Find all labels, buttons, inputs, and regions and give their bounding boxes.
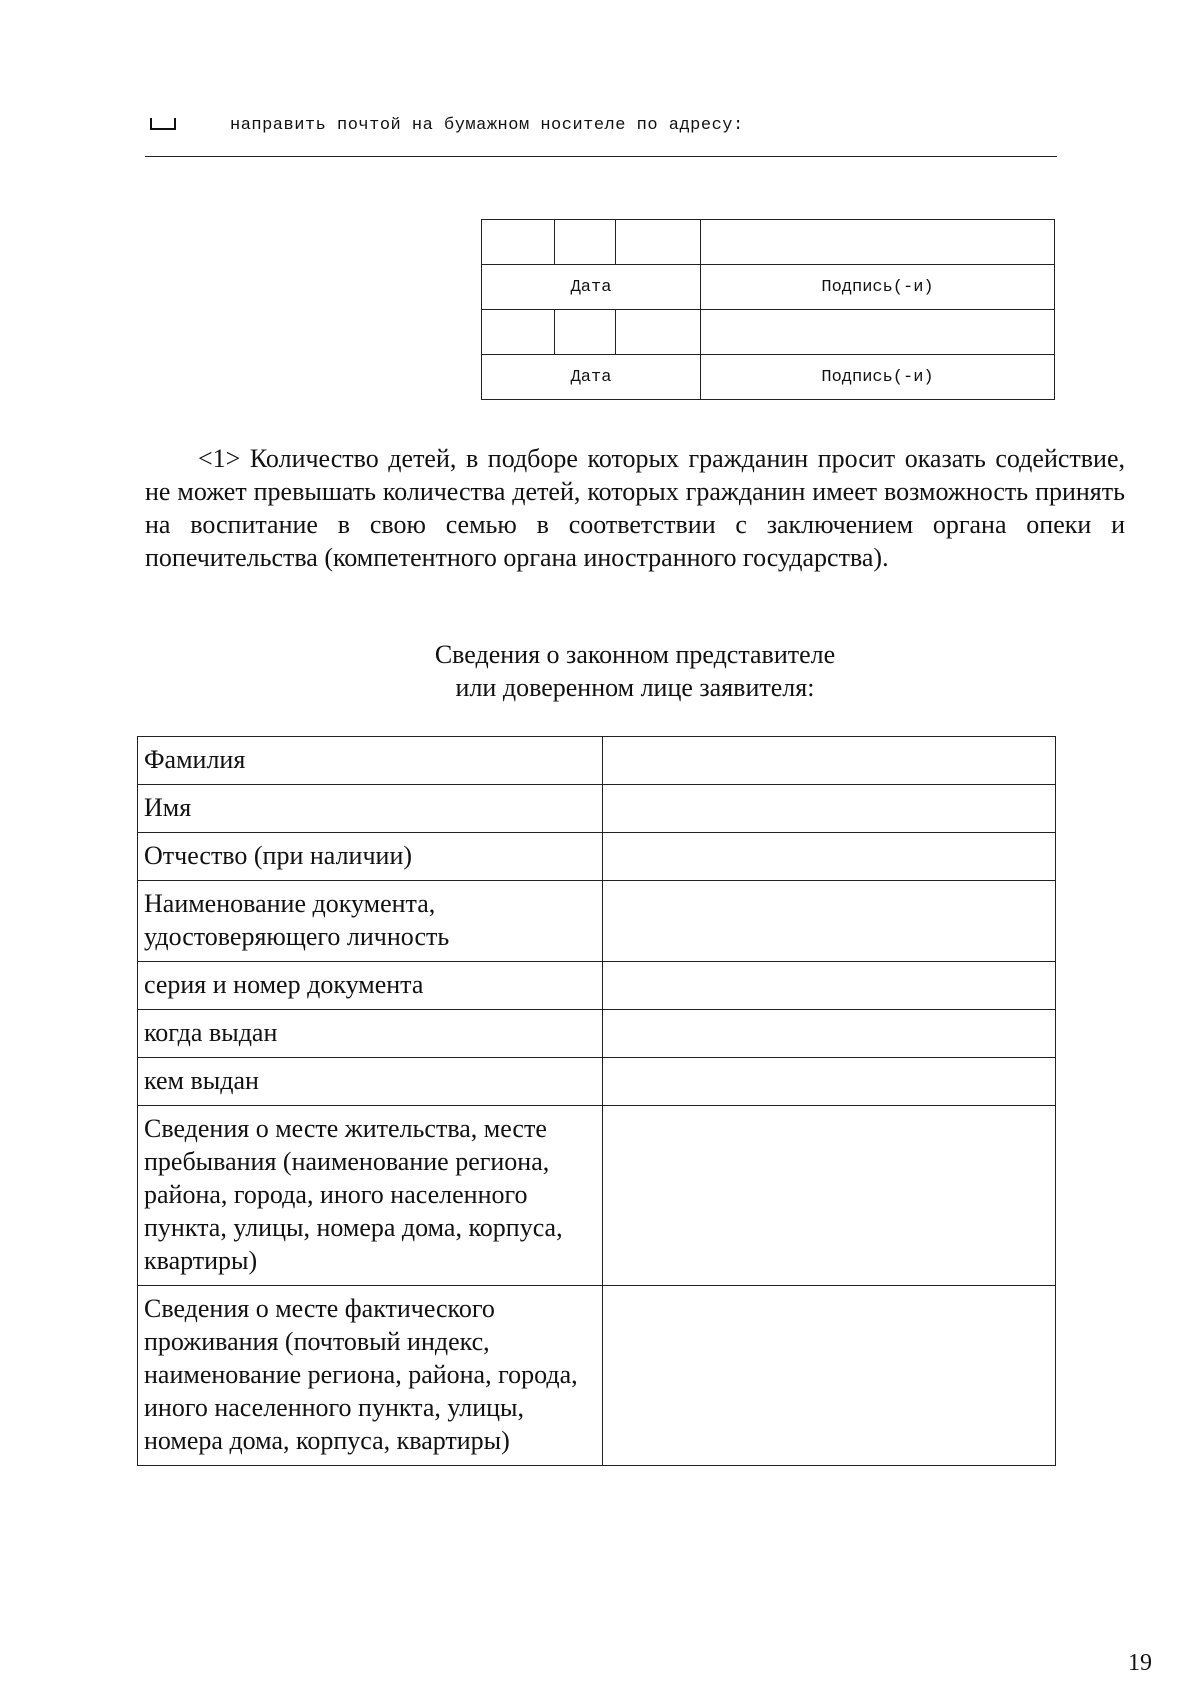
field-value-residence-address[interactable] (603, 1106, 1056, 1286)
field-label-issued-by: кем выдан (138, 1058, 603, 1106)
year-cell[interactable] (616, 220, 700, 264)
delivery-by-mail-checkbox[interactable] (150, 118, 176, 130)
date-label: Дата (482, 355, 701, 400)
field-label-id-document: Наименование документа, удостоверяющего личность (138, 881, 603, 962)
field-value-patronymic[interactable] (603, 833, 1056, 881)
signature-input-cell[interactable] (701, 310, 1055, 355)
field-label-patronymic: Отчество (при наличии) (138, 833, 603, 881)
year-cell[interactable] (616, 310, 700, 354)
month-cell[interactable] (555, 310, 616, 354)
month-cell[interactable] (555, 220, 616, 264)
date-signature-input-row (482, 220, 1055, 265)
section-heading-line-1: Сведения о законном представителе (434, 640, 836, 669)
date-signature-label-row (482, 265, 1055, 310)
field-label-first-name: Имя (138, 785, 603, 833)
table-row (138, 1106, 1056, 1286)
table-row (138, 962, 1056, 1010)
field-label-surname: Фамилия (138, 737, 603, 785)
table-row (138, 1010, 1056, 1058)
representative-info-table (137, 736, 1056, 1466)
table-row (138, 881, 1056, 962)
date-input-cells[interactable] (482, 220, 701, 265)
date-signature-input-row (482, 310, 1055, 355)
table-row (138, 1286, 1056, 1466)
date-signature-table (481, 219, 1055, 400)
day-cell[interactable] (482, 310, 555, 354)
page-number: 19 (1128, 1650, 1152, 1676)
field-value-id-document[interactable] (603, 881, 1056, 962)
field-value-first-name[interactable] (603, 785, 1056, 833)
signature-input-cell[interactable] (701, 220, 1055, 265)
date-input-cells[interactable] (482, 310, 701, 355)
signature-label: Подпись(-и) (701, 355, 1055, 400)
section-heading (145, 638, 1125, 704)
day-cell[interactable] (482, 220, 555, 264)
table-row (138, 1058, 1056, 1106)
date-signature-label-row (482, 355, 1055, 400)
field-label-document-number: серия и номер документа (138, 962, 603, 1010)
field-value-issued-by[interactable] (603, 1058, 1056, 1106)
table-row (138, 737, 1056, 785)
field-value-surname[interactable] (603, 737, 1056, 785)
footnote-paragraph: <1> Количество детей, в подборе которых гражданин просит оказать содействие, не может превышать количества детей, которых гражданин имеет возможность принять на воспитание в свою семью в соответствии с заключением органа опеки и попечительства (компетентного органа иностранного государства). (145, 444, 1125, 572)
address-line[interactable] (145, 156, 1057, 157)
field-label-residence-address: Сведения о месте жительства, месте пребывания (наименование региона, района, города, иного населенного пункта, улицы, номера дома, корпуса, квартиры) (138, 1106, 603, 1286)
table-row (138, 785, 1056, 833)
delivery-option-row (150, 112, 1050, 142)
delivery-by-mail-label: направить почтой на бумажном носителе по адресу: (230, 116, 744, 135)
date-label: Дата (482, 265, 701, 310)
field-value-actual-address[interactable] (603, 1286, 1056, 1466)
table-row (138, 833, 1056, 881)
field-value-issue-date[interactable] (603, 1010, 1056, 1058)
field-label-issue-date: когда выдан (138, 1010, 603, 1058)
signature-label: Подпись(-и) (701, 265, 1055, 310)
field-label-actual-address: Сведения о месте фактического проживания (почтовый индекс, наименование региона, района, города, иного населенного пункта, улицы, номера дома, корпуса, квартиры) (138, 1286, 603, 1466)
section-heading-line-2: или доверенном лице заявителя: (455, 673, 815, 702)
field-value-document-number[interactable] (603, 962, 1056, 1010)
